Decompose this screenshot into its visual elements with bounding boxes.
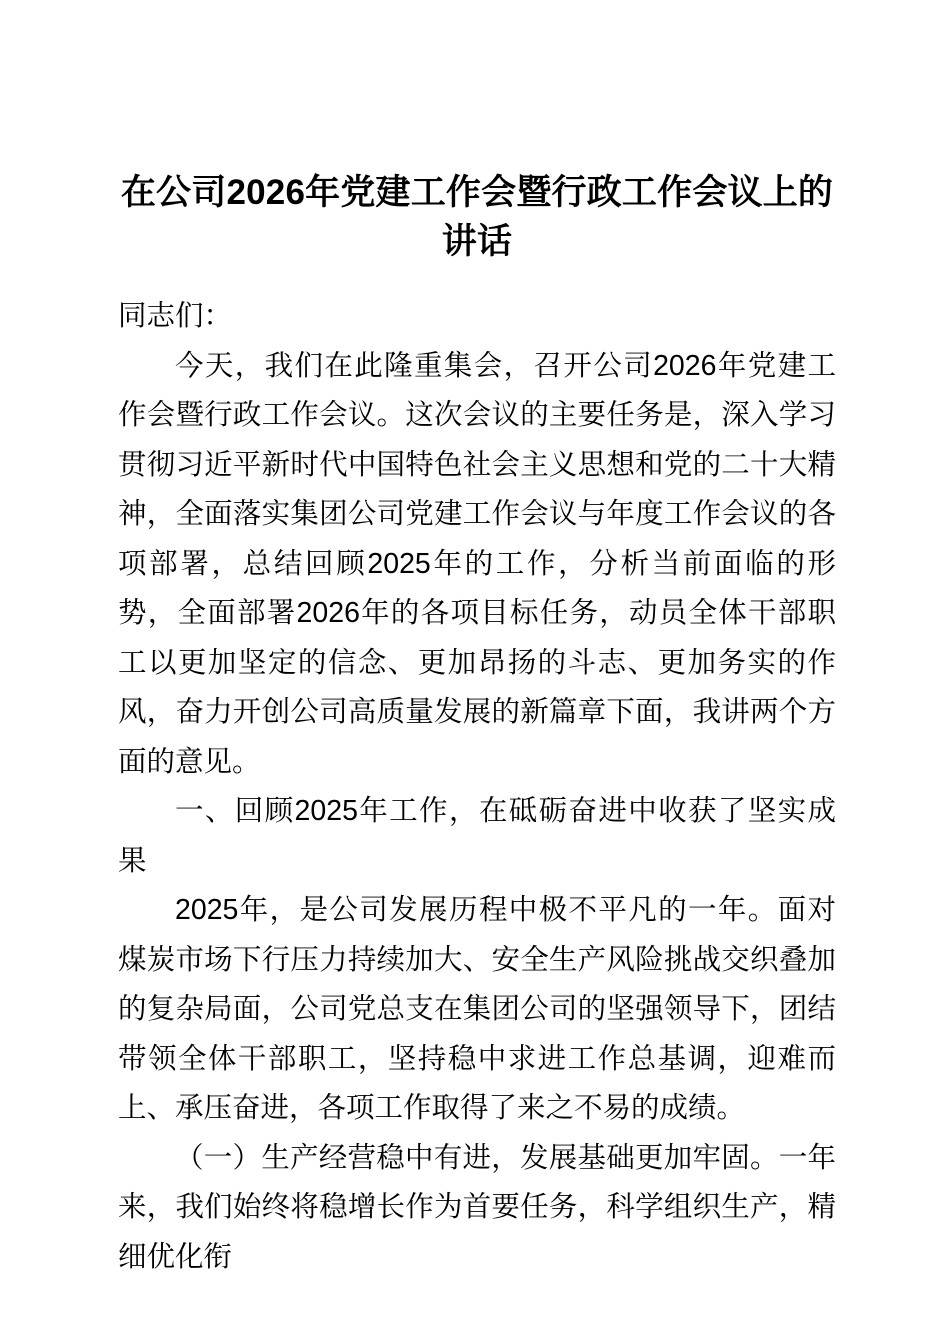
document-body bbox=[118, 292, 836, 1282]
section-heading-one: 一、回顾2025年工作，在砥砺奋进中收获了坚实成果 bbox=[118, 795, 836, 877]
document-content bbox=[118, 0, 836, 1282]
page-title: 在公司2026年党建工作会暨行政工作会议上的讲话 bbox=[120, 173, 834, 261]
salutation: 同志们： bbox=[118, 300, 233, 332]
section-paragraph-2: （一）生产经营稳中有进，发展基础更加牢固。一年来，我们始终将稳增长作为首要任务，科学组织生产，精细优化衔 bbox=[118, 1141, 836, 1273]
intro-paragraph: 今天，我们在此隆重集会，召开公司2026年党建工作会暨行政工作会议。这次会议的主要任务是，深入学习贯彻习近平新时代中国特色社会主义思想和党的二十大精神，全面落实集团公司党建工作会议与年度工作会议的各项部署，总结回顾2025年的工作，分析当前面临的形势，全面部署2026年的各项目标任务，动员全体干部职工以更加坚定的信念、更加昂扬的斗志、更加务实的作风，奋力开创公司高质量发展的新篇章下面，我讲两个方面的意见。 bbox=[118, 349, 836, 778]
section-paragraph-1: 2025年，是公司发展历程中极不平凡的一年。面对煤炭市场下行压力持续加大、安全生产风险挑战交织叠加的复杂局面，公司党总支在集团公司的坚强领导下，团结带领全体干部职工，坚持稳中求进工作总基调，迎难而上、承压奋进，各项工作取得了来之不易的成绩。 bbox=[118, 894, 836, 1124]
